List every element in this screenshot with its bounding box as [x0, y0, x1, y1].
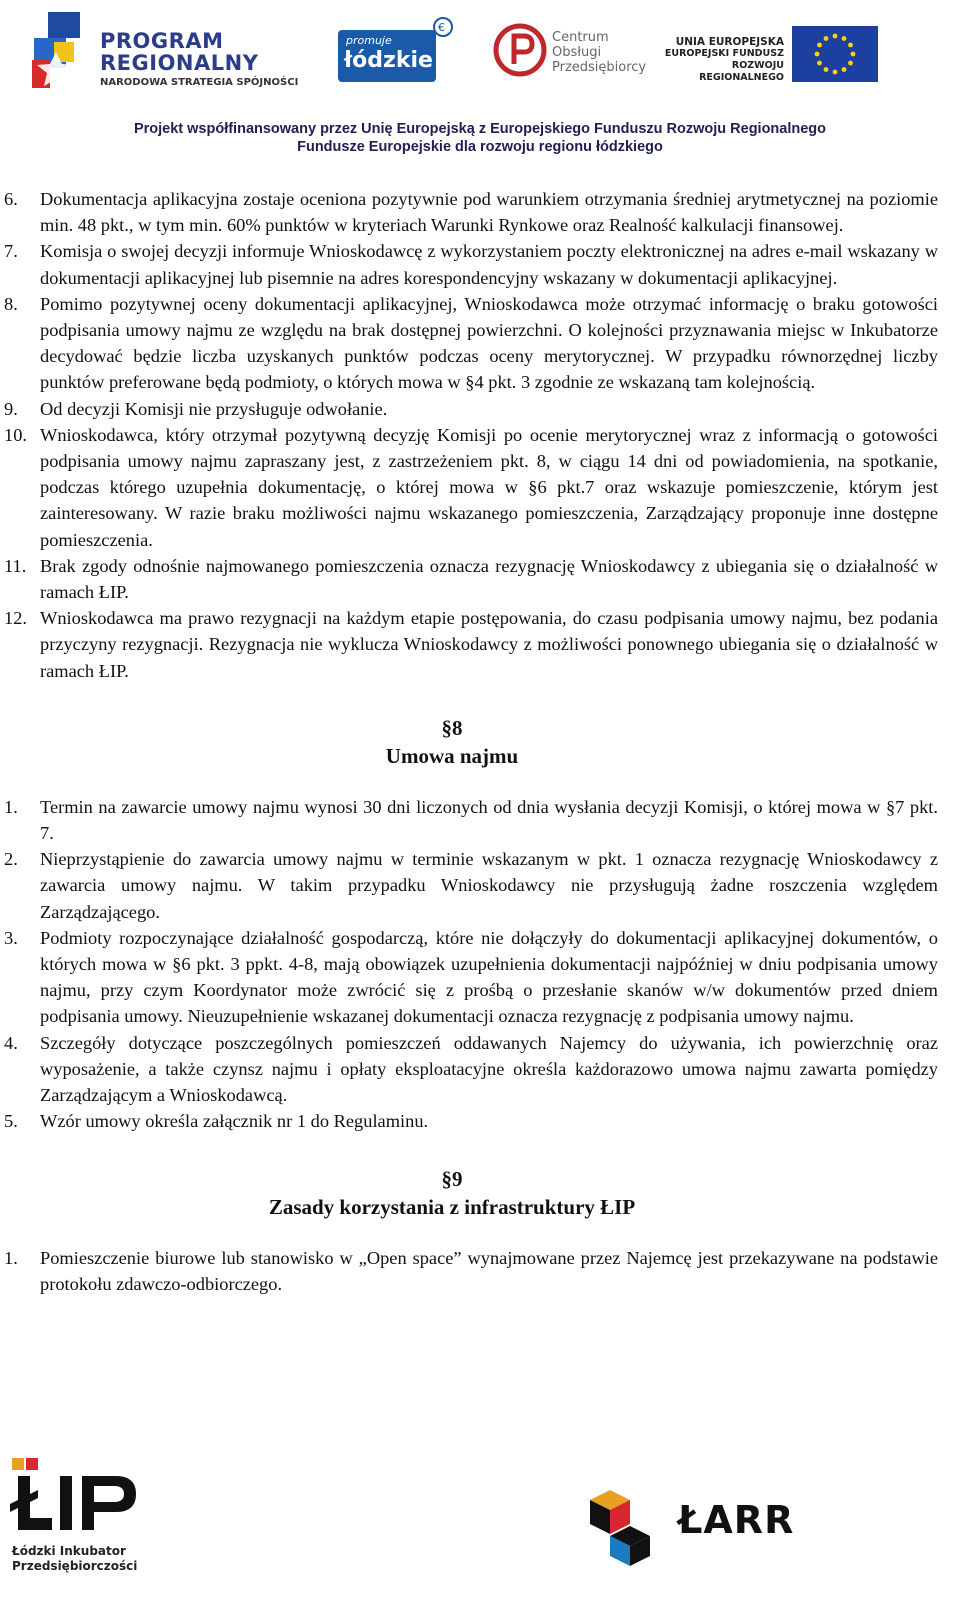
item-number: 8. [4, 293, 18, 314]
list-item [4, 291, 938, 396]
item-text: Brak zgody odnośnie najmowanego pomieszczenia oznacza rezygnację Wnioskodawcy z ubiegania się o działalność w ramach ŁIP. [40, 555, 938, 603]
section-9-number: §9 [441, 1166, 463, 1191]
eu-logo-line2: EUROPEJSKI FUNDUSZ [664, 48, 784, 59]
larr-logo [580, 1480, 820, 1570]
item-number: 11. [4, 555, 27, 576]
item-text: Pomimo pozytywnej oceny dokumentacji aplikacyjnej, Wnioskodawca może otrzymać informację o braku gotowości podpisania umowy najmu ze względu na brak dostępnej powierzchni. O kolejności przyznawania miejsc w Inkubatorze decydować będzie liczba uzyskanych punktów podczas oceny merytorycznej. W przypadku równorzędnej liczby punktów preferowane będą podmioty, o których mowa w §4 pkt. 3 zgodnie ze wskazaną tam kolejnością. [40, 293, 938, 393]
cop-logo-line3: Przedsiębiorcy [552, 60, 647, 75]
larr-logo-text: ŁARR [678, 1498, 795, 1542]
item-number: 1. [4, 1247, 18, 1268]
item-text: Podmioty rozpoczynające działalność gospodarczą, które nie dołączyły do dokumentacji aplikacyjnej dokumentów, o których mowa w §6 pkt. 3 ppkt. 4-8, mają obowiązek uzupełnienia dokumentacji najpóźniej w dniu podpisania umowy najmu, przy czym Koordynator może zwrócić się z prośbą o przesłanie skanów w/w dokumentów przed dniem podpisania umowy. Nieuzupełnienie wskazanej dokumentacji oznacza rezygnację z podpisania umowy najmu. [40, 927, 938, 1027]
item-text: Dokumentacja aplikacyjna zostaje oceniona pozytywnie pod warunkiem otrzymania średniej arytmetycznej na poziomie min. 48 pkt., w tym min. 60% punktów w kryteriach Warunki Rynkowe oraz Realność kalkulacji finansowej. [40, 189, 938, 236]
program-regionalny-star-icon [26, 8, 106, 98]
item-text: Wnioskodawca, który otrzymał pozytywną decyzję Komisji po ocenie merytorycznej wraz z informacją o gotowości podpisania umowy najmu zapraszany jest, z zastrzeżeniem pkt. 8, w ciągu 14 dni od powiadomienia, na spotkanie, podczas którego uzupełnia dokumentację, o której mowa w §6 pkt.7 oraz wskazuje pomieszczenie, którym jest zainteresowany. W razie braku możliwości najmu wskazanego pomieszczenia, Zarządzający proponuje inne dostępne pomieszczenia. [40, 424, 938, 550]
item-number: 3. [4, 927, 18, 948]
item-text: Pomieszczenie biurowe lub stanowisko w „Open space” wynajmowane przez Najemcę jest przekazywane na podstawie protokołu zdawczo-odbiorczego. [40, 1247, 938, 1294]
section-9-list [0, 1245, 960, 1297]
program-logo-line1: PROGRAM [100, 29, 224, 53]
section-9-title: Zasady korzystania z infrastruktury ŁIP [268, 1194, 636, 1219]
item-text: Nieprzystąpienie do zawarcia umowy najmu w terminie wskazanym w pkt. 1 oznacza rezygnację Wnioskodawcy z zawarcia umowy najmu. W takim przypadku Wnioskodawcy nie przysługują żadne roszczenia względem Zarządzającego. [40, 849, 938, 922]
list-item [4, 925, 938, 1030]
section-8-number: §8 [441, 715, 463, 740]
document-body [0, 186, 960, 1297]
cop-logo-line1: Centrum [552, 30, 609, 45]
lip-logo [10, 1456, 160, 1596]
list-items-top [0, 186, 960, 684]
item-text: Wnioskodawca ma prawo rezygnacji na każdym etapie postępowania, do czasu podpisania umowy najmu, bez podania przyczyny rezygnacji. Rezygnacja nie wyklucza Wnioskodawcy z możliwości ponownego ubiegania się o działalność w ramach ŁIP. [40, 608, 938, 681]
list-item [4, 1245, 938, 1297]
program-regionalny-logo [26, 8, 316, 98]
section-8-title: Umowa najmu [385, 743, 519, 768]
item-number: 5. [4, 1111, 18, 1132]
list-item [4, 396, 938, 422]
item-text: Szczegóły dotyczące poszczególnych pomieszczeń oddawanych Najemcy do używania, ich powierzchnię oraz wyposażenie, a także czynsz najmu i opłaty eksploatacyjne określa każdorazowo umowa najmu zawarta pomiędzy Zarządzającym a Wnioskodawcą. [40, 1032, 938, 1106]
promuje-lodzkie-logo [338, 12, 456, 82]
cop-logo-line2: Obsługi [552, 45, 602, 60]
item-number: 7. [4, 241, 18, 262]
eu-logo-line1: UNIA EUROPEJSKA [675, 36, 784, 48]
eu-logo-line3: ROZWOJU REGIONALNEGO [699, 60, 784, 83]
funding-line-2: Fundusze Europejskie dla rozwoju regionu łódzkiego [297, 139, 663, 155]
funding-line-1: Projekt współfinansowany przez Unię Europejską z Europejskiego Funduszu Rozwoju Regionalnego [133, 121, 827, 137]
item-number: 9. [4, 398, 18, 419]
unia-europejska-logo [662, 24, 882, 84]
item-text: Od decyzji Komisji nie przysługuje odwołanie. [40, 398, 388, 419]
list-item [4, 794, 938, 846]
item-number: 2. [4, 849, 18, 870]
item-number: 1. [4, 796, 18, 817]
lodzkie-logo-big: łódzkie [344, 48, 433, 73]
list-item [4, 1030, 938, 1109]
item-text: Komisja o swojej decyzji informuje Wnioskodawcę z wykorzystaniem poczty elektronicznej na adres e-mail wskazany w dokumentacji aplikacyjnej lub pisemnie na adres korespondencyjny wskazany w dokumentacji aplikacyjnej. [40, 241, 938, 288]
program-logo-line2: REGIONALNY [100, 51, 259, 75]
section-8-list [0, 794, 960, 1135]
list-item [4, 846, 938, 925]
item-number: 4. [4, 1032, 18, 1053]
eu-flag-icon [792, 26, 878, 82]
lodzkie-logo-small: promuje [346, 34, 392, 47]
list-item [4, 238, 938, 290]
lip-caption-line1: Łódzki Inkubator [12, 1544, 126, 1558]
lip-caption-line2: Przedsiębiorczości [12, 1559, 138, 1573]
header-logos [0, 0, 960, 118]
item-number: 6. [4, 189, 18, 209]
list-item [4, 422, 938, 553]
list-item [4, 553, 938, 605]
centrum-obslugi-logo [492, 20, 647, 86]
item-number: 12. [4, 608, 27, 629]
svg-text:€: € [438, 21, 445, 34]
list-item [4, 1108, 938, 1134]
item-text: Termin na zawarcie umowy najmu wynosi 30 dni liczonych od dnia wysłania decyzji Komisji, o której mowa w §7 pkt. 7. [40, 796, 938, 844]
program-logo-line3: NARODOWA STRATEGIA SPÓJNOŚCI [100, 77, 299, 88]
larr-cube-icon [580, 1480, 670, 1570]
euro-circle-icon [432, 16, 454, 38]
funding-statement [0, 120, 960, 156]
list-item [4, 605, 938, 684]
item-text: Wzór umowy określa załącznik nr 1 do Regulaminu. [40, 1111, 429, 1132]
item-number: 10. [4, 424, 27, 445]
cop-circle-icon [492, 20, 548, 80]
list-item [4, 186, 938, 238]
lip-logo-icon [10, 1456, 150, 1542]
